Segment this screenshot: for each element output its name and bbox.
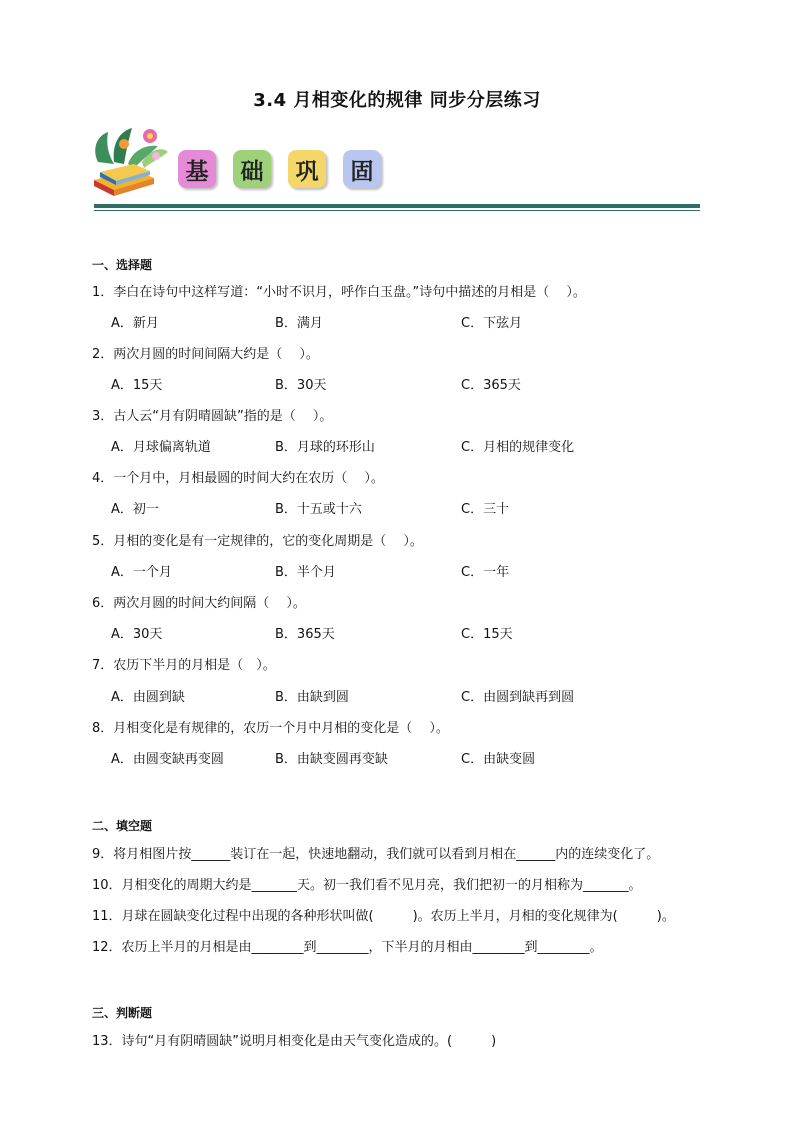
q5-option-c: C．一年: [461, 565, 510, 580]
q5-option-a: A．一个月: [111, 565, 172, 580]
q3-option-c: C．月相的规律变化: [461, 440, 575, 455]
q4-option-c: C．三十: [461, 502, 510, 517]
question-6: 6．两次月圆的时间大约间隔（ ）。: [92, 596, 306, 611]
q7-option-c: C．由圆到缺再到圆: [461, 690, 575, 705]
question-4: 4．一个月中，月相最圆的时间大约在农历（ ）。: [92, 471, 384, 486]
q6-option-a: A．30天: [111, 627, 163, 642]
question-5: 5．月相的变化是有一定规律的，它的变化周期是（ ）。: [92, 534, 423, 549]
question-1: 1．李白在诗句中这样写道：“小时不识月，呼作白玉盘。”诗句中描述的月相是（ ）。: [92, 285, 586, 300]
badge-gong: 巩: [288, 150, 326, 188]
section-heading-choice: 一、选择题: [92, 258, 153, 272]
question-11: 11．月球在圆缺变化过程中出现的各种形状叫做( )。农历上半月，月相的变化规律为( )。: [92, 909, 675, 924]
banner-rule-thin: [94, 210, 700, 211]
page-title: 3.4 月相变化的规律 同步分层练习: [253, 90, 541, 111]
q8-option-a: A．由圆变缺再变圆: [111, 752, 224, 767]
question-2: 2．两次月圆的时间间隔大约是（ ）。: [92, 347, 319, 362]
question-8: 8．月相变化是有规律的，农历一个月中月相的变化是（ ）。: [92, 721, 449, 736]
q3-option-b: B．月球的环形山: [275, 440, 375, 455]
q7-option-a: A．由圆到缺: [111, 690, 185, 705]
q1-option-a: A．新月: [111, 316, 159, 331]
q8-option-b: B．由缺变圆再变缺: [275, 752, 388, 767]
question-3: 3．古人云“月有阴晴圆缺”指的是（ ）。: [92, 409, 333, 424]
question-7: 7．农历下半月的月相是（ ）。: [92, 658, 276, 673]
section-heading-fill-blank: 二、填空题: [92, 819, 153, 833]
q6-option-b: B．365天: [275, 627, 335, 642]
badge-gu: 固: [343, 150, 381, 188]
q1-option-b: B．满月: [275, 316, 323, 331]
q2-option-b: B．30天: [275, 378, 327, 393]
q4-option-b: B．十五或十六: [275, 502, 362, 517]
section-banner: [88, 120, 700, 212]
q2-option-c: C．365天: [461, 378, 521, 393]
badge-ji: 基: [178, 150, 216, 188]
q3-option-a: A．月球偏离轨道: [111, 440, 211, 455]
q7-option-b: B．由缺到圆: [275, 690, 349, 705]
question-9: 9．将月相图片按______装订在一起，快速地翻动，我们就可以看到月相在______内的连续变化了。: [92, 847, 660, 862]
banner-rule-thick: [94, 204, 700, 208]
q4-option-a: A．初一: [111, 502, 159, 517]
question-13: 13．诗句“月有阴晴圆缺”说明月相变化是由天气变化造成的。( ): [92, 1034, 497, 1049]
q2-option-a: A．15天: [111, 378, 163, 393]
q6-option-c: C．15天: [461, 627, 513, 642]
q1-option-c: C．下弦月: [461, 316, 523, 331]
q8-option-c: C．由缺变圆: [461, 752, 536, 767]
plants-and-books-illustration-icon: [88, 122, 170, 200]
question-12: 12．农历上半月的月相是由________到________，下半月的月相由________到________。: [92, 940, 603, 955]
q5-option-b: B．半个月: [275, 565, 336, 580]
section-heading-true-false: 三、判断题: [92, 1006, 153, 1020]
question-10: 10．月相变化的周期大约是_______天。初一我们看不见月亮，我们把初一的月相称为_______。: [92, 878, 642, 893]
badge-chu: 础: [233, 150, 271, 188]
